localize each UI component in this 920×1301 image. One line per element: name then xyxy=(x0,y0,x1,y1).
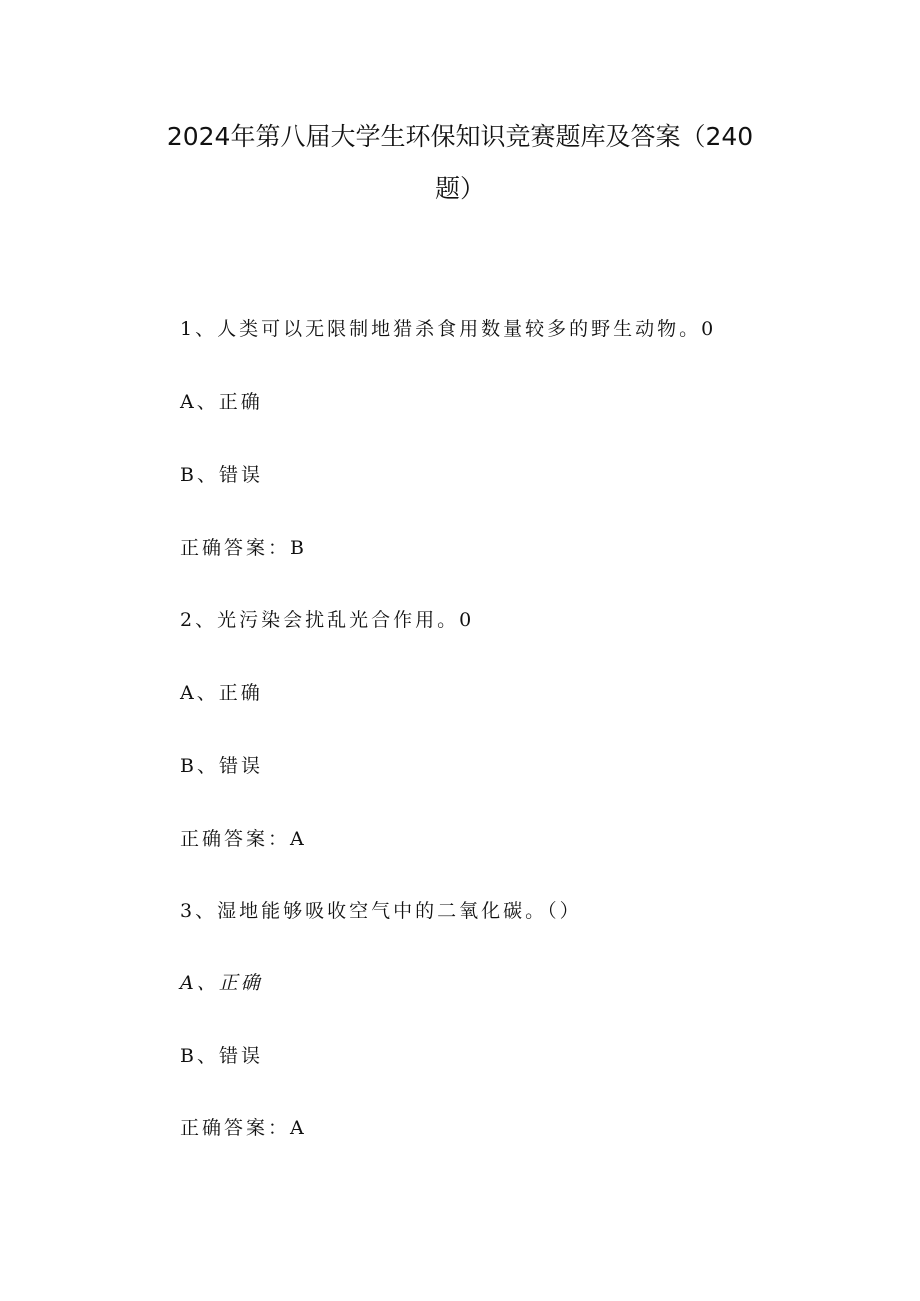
document-title-line-2: 题） xyxy=(434,174,485,203)
question-3-answer: 正确答案：A xyxy=(180,1117,307,1139)
question-2-option-a: A、正确 xyxy=(180,682,263,704)
question-1-answer: 正确答案：B xyxy=(180,537,307,559)
question-3-option-b: B、错误 xyxy=(180,1045,263,1067)
question-2-answer: 正确答案：A xyxy=(180,828,307,850)
question-3-text: 3、湿地能够吸收空气中的二氧化碳。（） xyxy=(180,900,582,922)
question-1-option-b: B、错误 xyxy=(180,464,263,486)
question-1-option-a: A、正确 xyxy=(180,391,263,413)
document-title-line-1: 2024年第八届大学生环保知识竞赛题库及答案（240 xyxy=(166,122,754,151)
question-1-text: 1、人类可以无限制地猎杀食用数量较多的野生动物。0 xyxy=(180,318,717,340)
question-2-option-b: B、错误 xyxy=(180,755,263,777)
question-3-option-a: A、正确 xyxy=(180,972,263,994)
question-2-text: 2、光污染会扰乱光合作用。0 xyxy=(180,609,475,631)
